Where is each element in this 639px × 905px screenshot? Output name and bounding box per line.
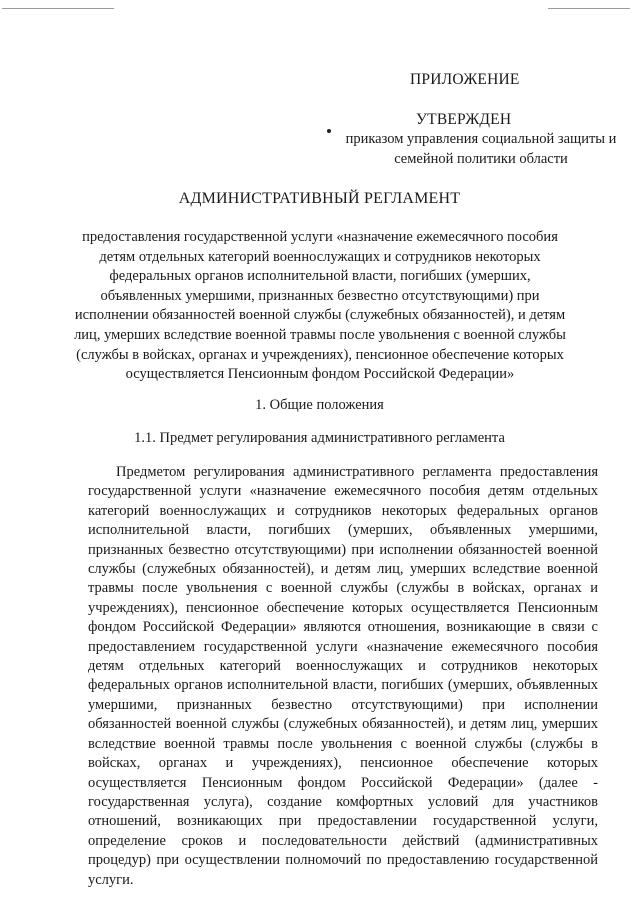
approval-order-text: приказом управления социальной защиты и семейной политики области <box>345 131 617 167</box>
subsection-heading: 1.1. Предмет регулирования административного регламента <box>134 430 505 446</box>
approved-label: УТВЕРЖДЕН <box>416 111 512 128</box>
scan-edge-line-right <box>548 8 630 9</box>
scan-dot-mark <box>327 129 331 133</box>
regulation-subtitle: предоставления государственной услуги «назначение ежемесячного пособия детям отдельных категорий военнослужащих и сотрудников некоторых федеральных органов исполнительной власти, погибших (умерших, объявленных умершими, признанных безвестно отсутствующими) при исполнении обязанностей военной службы (служебных обязанностей), и детям лиц, умерших вследствие военной травмы после увольнения с военной службы (службы в войсках, органах и учреждениях), пенсионное обеспечение которых осуществляется Пенсионным фондом Российской Федерации» <box>74 229 566 383</box>
regulation-title: АДМИНИСТРАТИВНЫЙ РЕГЛАМЕНТ <box>178 190 461 207</box>
section-heading: 1. Общие положения <box>255 397 384 413</box>
scan-edge-line-left <box>2 8 114 9</box>
body-paragraph: Предметом регулирования административного регламента предоставления государственной услуги «назначение ежемесячного пособия детям отдельных категорий военнослужащих и сотрудников некоторых федеральных органов исполнительной власти, погибших (умерших, объявленных умершими, признанных безвестно отсутствующими) при исполнении обязанностей военной службы (служебных обязанностей), и детям лиц, умерших вследствие военной травмы после увольнения с военной службы (службы в войсках, органах и учреждениях), пенсионное обеспечение которых осуществляется Пенсионным фондом Российской Федерации» являются отношения, возникающие в связи с предоставлением государственной услуги «назначение ежемесячного пособия детям отдельных категорий военнослужащих и сотрудников некоторых федеральных органов исполнительной власти, погибших (умерших, объявленных умершими, признанных безвестно отсутствующими) при исполнении обязанностей военной службы (служебных обязанностей), и детям лиц, умерших вследствие военной травмы после увольнения с военной службы (службы в войсках, органах и учреждениях), пенсионное обеспечение которых осуществляется Пенсионным фондом Российской Федерации» (далее - государственная услуга), создание комфортных условий для участников отношений, возникающих при предоставлении государственной услуги, определение сроков и последовательности действий (административных процедур) при осуществлении полномочий по предоставлению государственной услуги. <box>88 464 598 888</box>
annex-label: ПРИЛОЖЕНИЕ <box>410 71 520 88</box>
